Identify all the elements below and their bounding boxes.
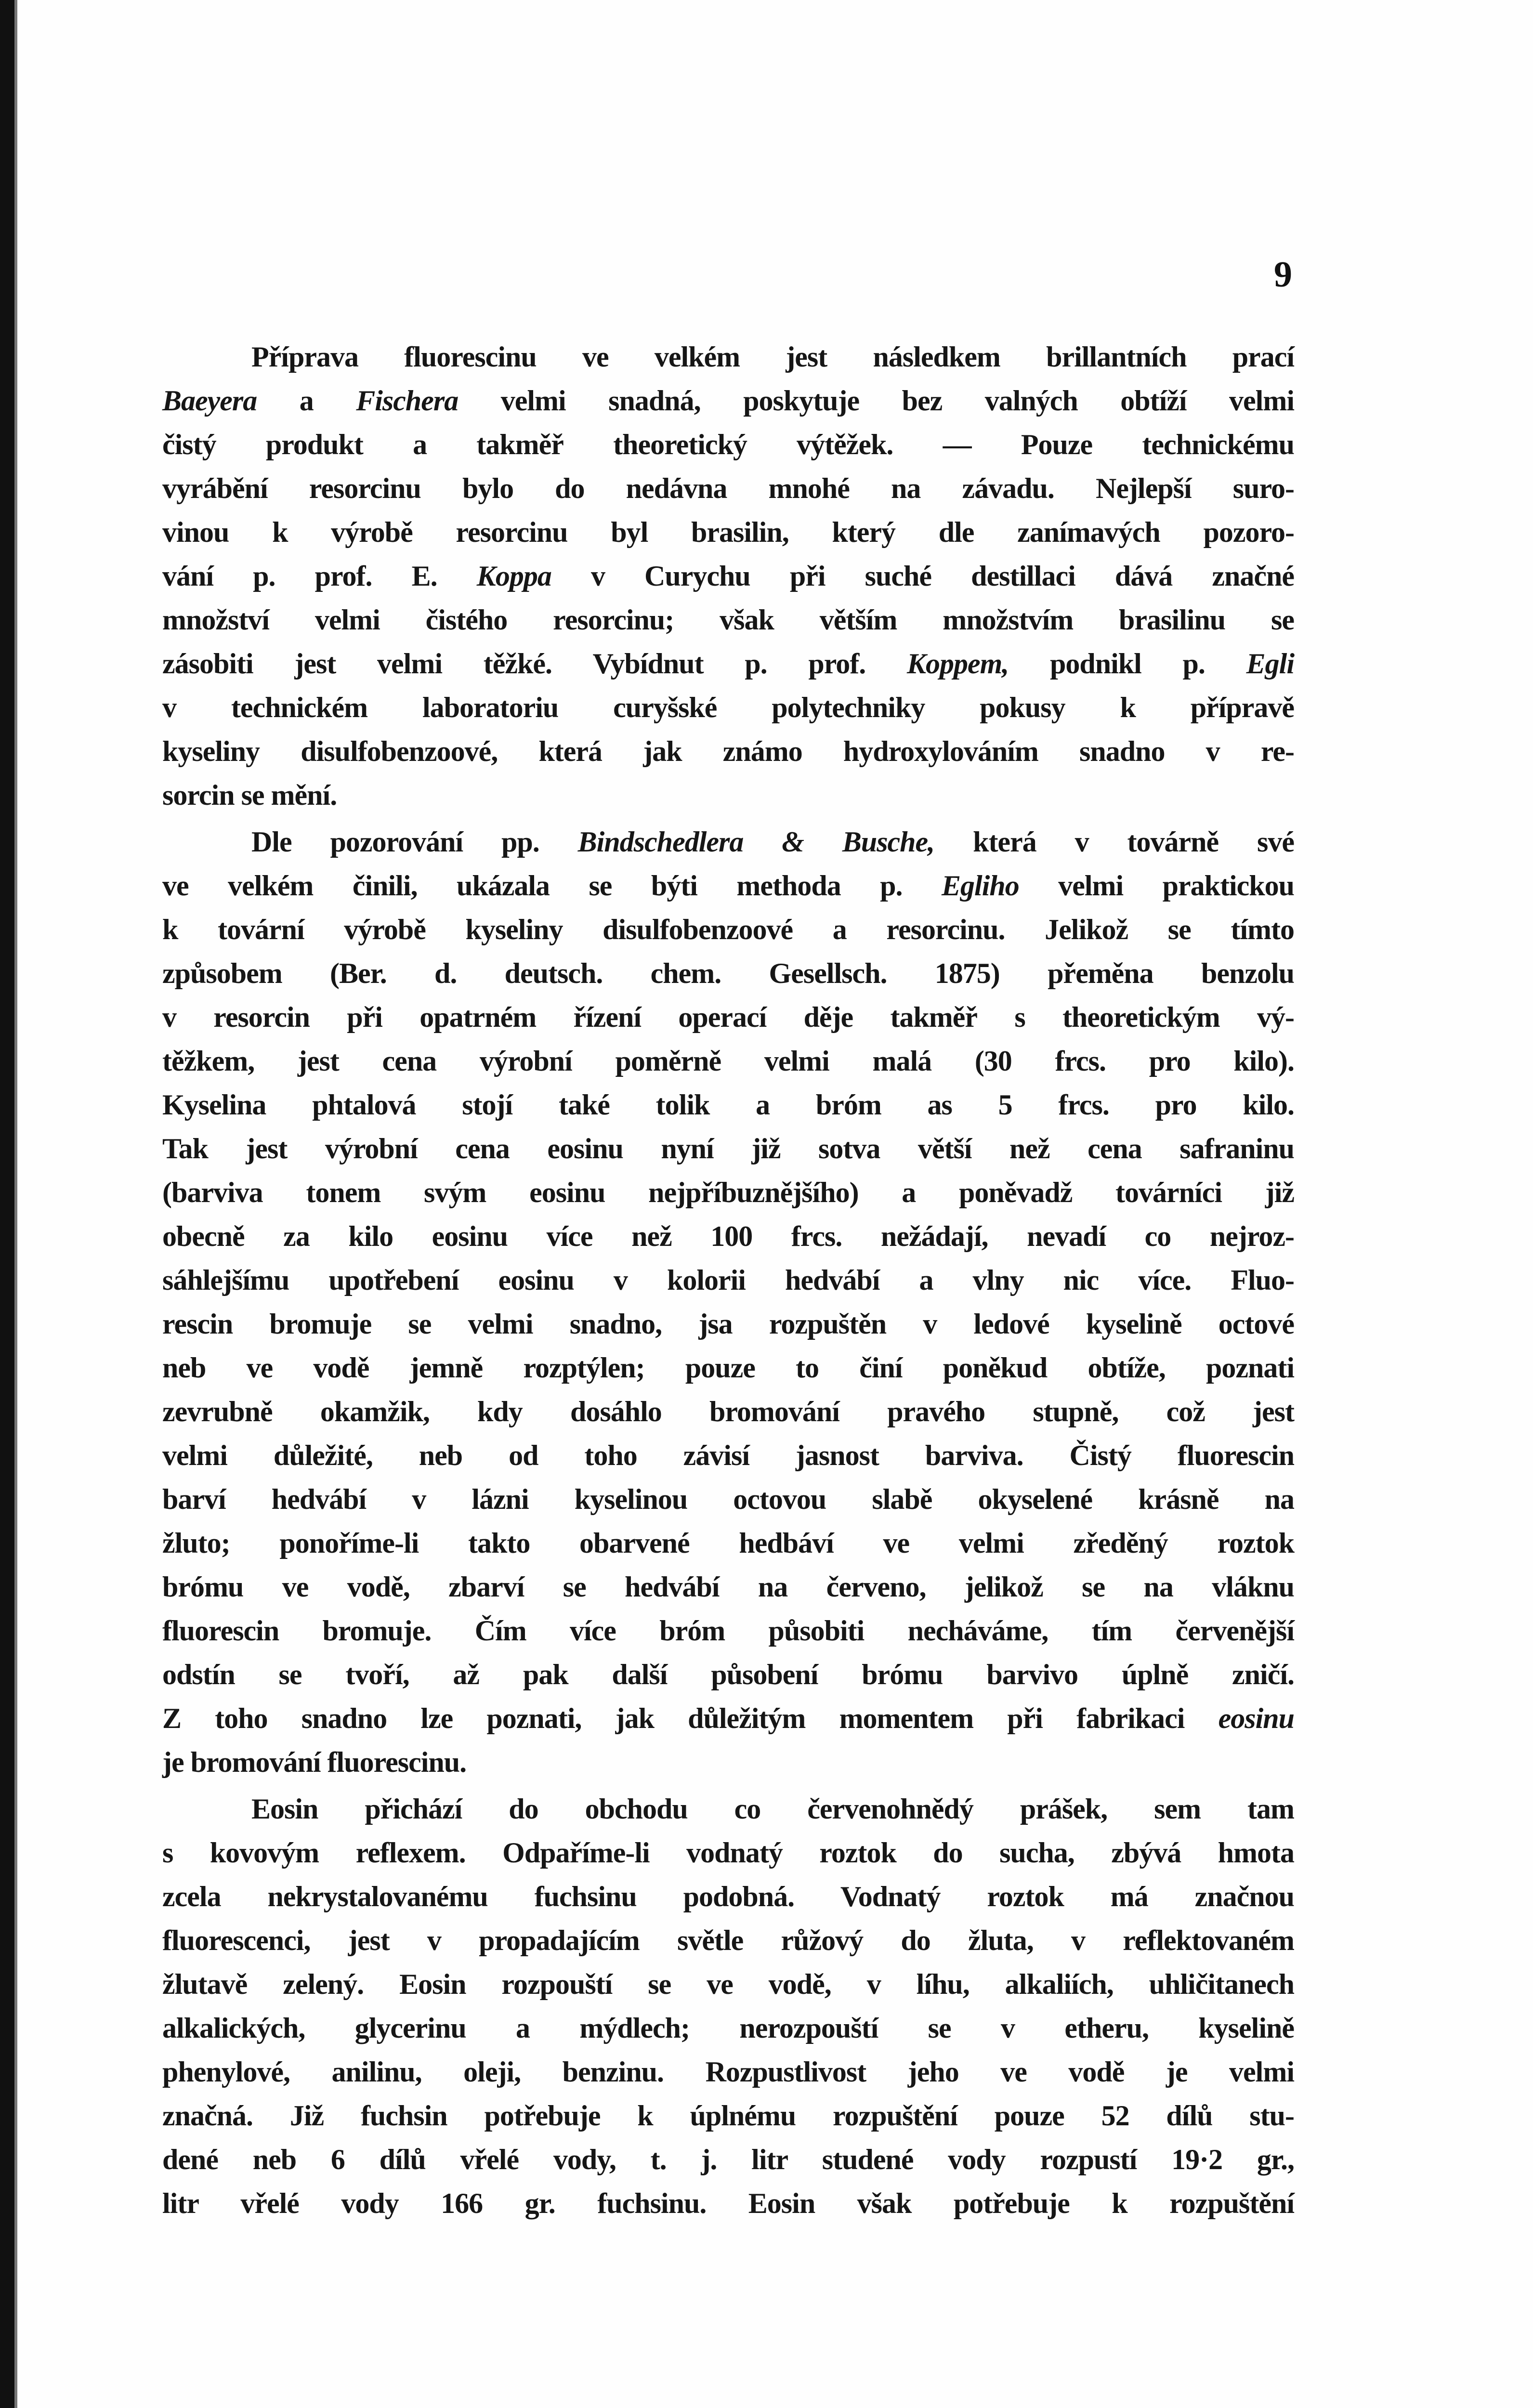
text-line — [162, 820, 1294, 864]
text-segment: zcela nekrystalovanému fuchsinu podobná. Vodnatý roztok má značnou — [162, 1881, 1294, 1912]
text-line — [162, 1346, 1294, 1390]
text-segment: odstín se tvoří, až pak další působení brómu barvivo úplně zničí. — [162, 1659, 1294, 1690]
text-line — [162, 423, 1294, 467]
italic-name: eosinu — [1218, 1702, 1294, 1734]
italic-name: Baeyera — [162, 385, 257, 417]
text-line — [162, 773, 1294, 817]
text-segment: ve velkém činili, ukázala se býti methoda p. — [162, 870, 942, 902]
text-segment: která v továrně své — [934, 826, 1294, 858]
text-line — [162, 2094, 1294, 2138]
text-line — [162, 864, 1294, 908]
text-segment: Kyselina phtalová stojí také tolik a bróm as 5 frcs. pro kilo. — [162, 1089, 1294, 1121]
text-segment: v technickém laboratoriu curyšské polytechniky pokusy k přípravě — [162, 692, 1294, 723]
text-line — [162, 379, 1294, 423]
text-line — [162, 1609, 1294, 1653]
text-line — [162, 730, 1294, 773]
text-segment: zevrubně okamžik, kdy dosáhlo bromování pravého stupně, což jest — [162, 1396, 1294, 1427]
italic-name: Koppem, — [906, 648, 1009, 680]
text-segment: velmi snadná, poskytuje bez valných obtíží velmi — [458, 385, 1295, 417]
text-segment: způsobem (Ber. d. deutsch. chem. Gesellsch. 1875) přeměna benzolu — [162, 957, 1294, 989]
text-line — [162, 467, 1294, 510]
text-line — [162, 1083, 1294, 1127]
text-line — [162, 1478, 1294, 1521]
text-line — [162, 1127, 1294, 1171]
text-segment: vinou k výrobě resorcinu byl brasilin, který dle zanímavých pozoro- — [162, 516, 1294, 548]
text-line — [162, 1390, 1294, 1434]
text-line — [162, 510, 1294, 554]
paragraph — [162, 820, 1294, 1784]
text-segment: phenylové, anilinu, oleji, benzinu. Rozpustlivost jeho ve vodě je velmi — [162, 2056, 1294, 2088]
italic-name: Egliho — [942, 870, 1019, 902]
paragraph — [162, 1787, 1294, 2225]
italic-name: Egli — [1246, 648, 1294, 680]
text-segment: fluorescin bromuje. Čím více bróm působiti necháváme, tím červenější — [162, 1615, 1294, 1647]
text-segment: množství velmi čistého resorcinu; však větším množstvím brasilinu se — [162, 604, 1294, 636]
text-line — [162, 1875, 1294, 1919]
text-segment: v resorcin při opatrném řízení operací děje takměř s theoretickým vý- — [162, 1001, 1294, 1033]
text-segment: v Curychu při suché destillaci dává značné — [551, 560, 1295, 592]
text-line — [162, 1171, 1294, 1215]
italic-name: Bindschedlera & Busche, — [577, 826, 935, 858]
text-line — [162, 1215, 1294, 1258]
text-line — [162, 995, 1294, 1039]
text-segment: kyseliny disulfobenzoové, která jak známo hydroxylováním snadno v re- — [162, 735, 1294, 767]
text-segment: Z toho snadno lze poznati, jak důležitým momentem při fabrikaci — [162, 1702, 1219, 1734]
text-line — [162, 2006, 1294, 2050]
text-segment: zásobiti jest velmi těžké. Vybídnut p. prof. — [162, 648, 907, 680]
text-line — [162, 1434, 1294, 1478]
text-segment: těžkem, jest cena výrobní poměrně velmi malá (30 frcs. pro kilo). — [162, 1045, 1294, 1077]
italic-name: Koppa — [476, 560, 551, 592]
text-line — [162, 1963, 1294, 2006]
text-line — [162, 908, 1294, 952]
text-line — [162, 1697, 1294, 1741]
text-segment: litr vřelé vody 166 gr. fuchsinu. Eosin však potřebuje k rozpuštění — [162, 2187, 1294, 2219]
text-segment: čistý produkt a takměř theoretický výtěžek. — Pouze technickému — [162, 429, 1294, 460]
text-line — [162, 1831, 1294, 1875]
text-line — [162, 1302, 1294, 1346]
text-line — [162, 1653, 1294, 1697]
paragraph — [162, 335, 1294, 817]
text-segment: Dle pozorování pp. — [251, 826, 578, 858]
text-line — [162, 1919, 1294, 1963]
body-text — [162, 332, 1294, 2225]
text-segment: Eosin přichází do obchodu co červenohnědý prášek, sem tam — [251, 1793, 1294, 1825]
text-line — [162, 598, 1294, 642]
text-segment: Příprava fluorescinu ve velkém jest následkem brillantních prací — [251, 341, 1294, 373]
text-segment: žlutavě zelený. Eosin rozpouští se ve vodě, v líhu, alkaliích, uhličitanech — [162, 1968, 1294, 2000]
scan-border-shadow — [14, 0, 17, 2408]
text-segment: alkalických, glycerinu a mýdlech; nerozpouští se v etheru, kyselině — [162, 2012, 1294, 2044]
text-segment: rescin bromuje se velmi snadno, jsa rozpuštěn v ledové kyselině octové — [162, 1308, 1294, 1340]
text-segment: s kovovým reflexem. Odpaříme-li vodnatý roztok do sucha, zbývá hmota — [162, 1837, 1294, 1869]
text-segment: barví hedvábí v lázni kyselinou octovou slabě okyselené krásně na — [162, 1483, 1294, 1515]
text-segment: (barviva tonem svým eosinu nejpříbuznějšího) a poněvadž továrníci již — [162, 1177, 1294, 1208]
text-segment: fluorescenci, jest v propadajícím světle růžový do žluta, v reflektovaném — [162, 1924, 1294, 1956]
text-line — [162, 952, 1294, 995]
text-segment: je bromování fluorescinu. — [162, 1746, 467, 1778]
text-segment: sorcin se mění. — [162, 779, 337, 811]
text-line — [162, 2182, 1294, 2225]
text-line — [162, 1521, 1294, 1565]
text-line — [162, 2050, 1294, 2094]
text-line — [162, 1787, 1294, 1831]
page-number: 9 — [1274, 254, 1292, 295]
text-segment: Tak jest výrobní cena eosinu nyní již sotva větší než cena safraninu — [162, 1133, 1294, 1165]
text-segment: velmi důležité, neb od toho závisí jasnost barviva. Čistý fluorescin — [162, 1440, 1294, 1471]
text-segment: žluto; ponoříme-li takto obarvené hedbáví ve velmi zředěný roztok — [162, 1527, 1294, 1559]
text-segment: neb ve vodě jemně rozptýlen; pouze to činí poněkud obtíže, poznati — [162, 1352, 1294, 1384]
text-segment: vání p. prof. E. — [162, 560, 477, 592]
text-segment: podnikl p. — [1009, 648, 1246, 680]
scan-border — [0, 0, 14, 2408]
text-segment: značná. Již fuchsin potřebuje k úplnému rozpuštění pouze 52 dílů stu- — [162, 2100, 1294, 2132]
text-line — [162, 1565, 1294, 1609]
text-line — [162, 335, 1294, 379]
text-segment: sáhlejšímu upotřebení eosinu v kolorii hedvábí a vlny nic více. Fluo- — [162, 1264, 1294, 1296]
text-segment: vyrábění resorcinu bylo do nedávna mnohé na závadu. Nejlepší suro- — [162, 472, 1294, 504]
text-line — [162, 686, 1294, 730]
italic-name: Fischera — [356, 385, 459, 417]
text-line — [162, 1741, 1294, 1784]
text-segment: dené neb 6 dílů vřelé vody, t. j. litr studené vody rozpustí 19·2 gr., — [162, 2144, 1294, 2175]
text-line — [162, 1039, 1294, 1083]
text-line — [162, 554, 1294, 598]
text-line — [162, 642, 1294, 686]
text-segment: a — [257, 385, 356, 417]
text-segment: velmi praktickou — [1019, 870, 1294, 902]
text-line — [162, 2138, 1294, 2182]
text-line — [162, 1258, 1294, 1302]
text-segment: obecně za kilo eosinu více než 100 frcs. nežádají, nevadí co nejroz- — [162, 1220, 1294, 1252]
text-segment: k tovární výrobě kyseliny disulfobenzoové a resorcinu. Jelikož se tímto — [162, 914, 1294, 945]
text-segment: brómu ve vodě, zbarví se hedvábí na červeno, jelikož se na vláknu — [162, 1571, 1294, 1603]
